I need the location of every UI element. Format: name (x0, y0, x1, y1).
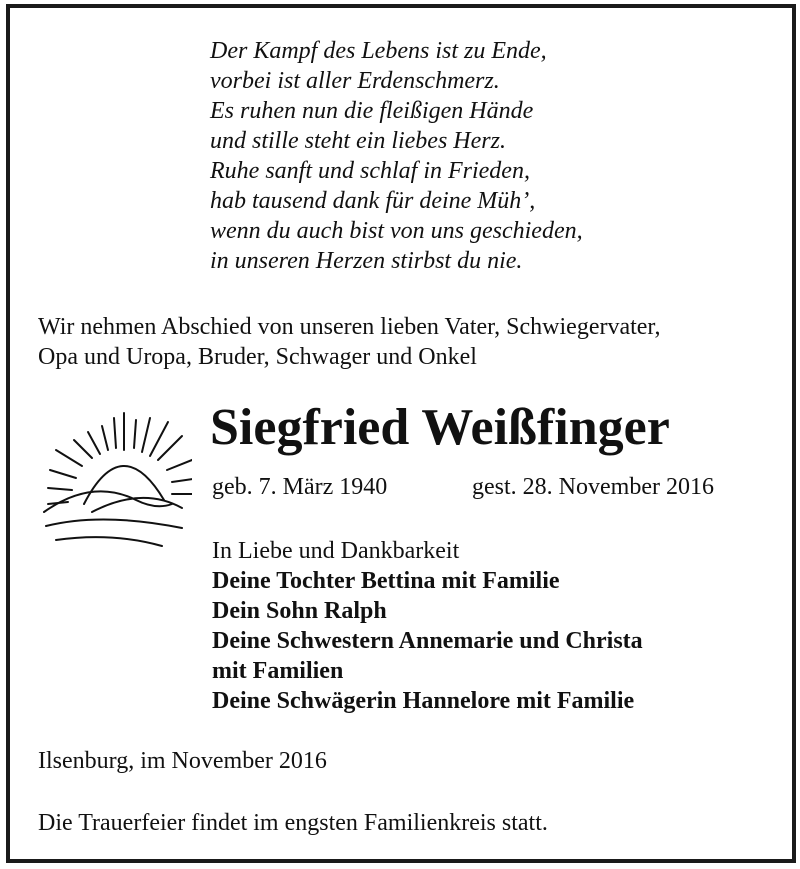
family-member: Deine Schwestern Annemarie und Christa (212, 628, 643, 654)
poem-line: Ruhe sanft und schlaf in Frieden, (210, 158, 530, 184)
poem-line: und stille steht ein liebes Herz. (210, 128, 506, 154)
family-member: Deine Schwägerin Hannelore mit Familie (212, 688, 635, 714)
family-heading: In Liebe und Dankbarkeit (212, 538, 460, 564)
family-member: mit Familien (212, 658, 344, 684)
poem-line: Der Kampf des Lebens ist zu Ende, (210, 38, 547, 64)
death-date: gest. 28. November 2016 (472, 474, 714, 500)
intro-line: Wir nehmen Abschied von unseren lieben Vater, Schwiegervater, (38, 314, 661, 340)
funeral-note: Die Trauerfeier findet im engsten Familienkreis statt. (38, 810, 548, 836)
farewell-intro (38, 312, 660, 372)
poem (210, 36, 583, 276)
intro-line: Opa und Uropa, Bruder, Schwager und Onkel (38, 344, 477, 370)
poem-line: in unseren Herzen stirbst du nie. (210, 248, 523, 274)
poem-line: Es ruhen nun die fleißigen Hände (210, 98, 534, 124)
family-member: Deine Tochter Bettina mit Familie (212, 568, 560, 594)
place-date: Ilsenburg, im November 2016 (38, 748, 327, 774)
poem-line: hab tausend dank für deine Müh’, (210, 188, 536, 214)
deceased-name: Siegfried Weißfinger (210, 399, 670, 456)
birth-date: geb. 7. März 1940 (212, 474, 388, 500)
poem-line: wenn du auch bist von uns geschieden, (210, 218, 583, 244)
poem-line: vorbei ist aller Erdenschmerz. (210, 68, 500, 94)
family-signatures (212, 536, 643, 716)
life-dates (212, 472, 714, 502)
obituary-card (6, 4, 796, 863)
sunset-icon (32, 408, 192, 558)
family-member: Dein Sohn Ralph (212, 598, 387, 624)
